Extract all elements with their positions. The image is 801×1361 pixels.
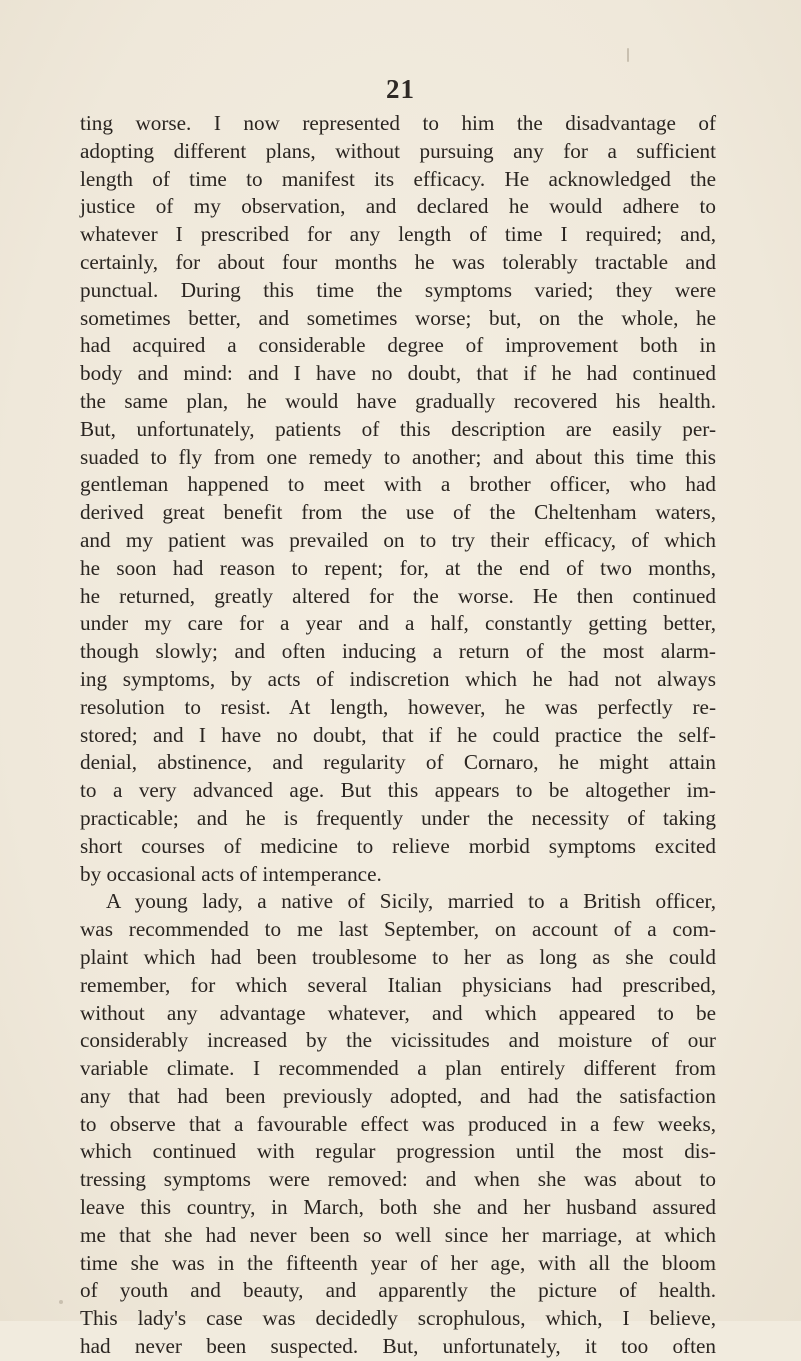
text-line-18: he returned, greatly altered for the worse. He then continued	[80, 583, 716, 608]
text-line-25: to a very advanced age. But this appears to be altogether im-	[80, 778, 716, 803]
text-line-5: whatever I prescribed for any length of time I required; and,	[80, 222, 716, 247]
text-line-20: though slowly; and often inducing a return of the most alarm-	[80, 639, 716, 664]
text-line-41: me that she had never been so well since her marriage, at which	[80, 1222, 716, 1247]
text-line-30: was recommended to me last September, on account of a com-	[80, 917, 716, 942]
text-line-11: the same plan, he would have gradually recovered his health.	[80, 388, 716, 413]
text-line-4: justice of my observation, and declared he would adhere to	[80, 194, 716, 219]
text-line-42: time she was in the fifteenth year of her age, with all the bloom	[80, 1250, 716, 1275]
paper-speck	[59, 1300, 63, 1304]
text-line-6: certainly, for about four months he was tolerably tractable and	[80, 249, 716, 274]
text-line-8: sometimes better, and sometimes worse; but, on the whole, he	[80, 305, 716, 330]
text-line-3: length of time to manifest its efficacy. He acknowledged the	[80, 166, 716, 191]
text-line-43: of youth and beauty, and apparently the picture of health.	[80, 1278, 716, 1303]
text-line-13: suaded to fly from one remedy to another; and about this time this	[80, 444, 716, 469]
page-number: 21	[386, 74, 415, 104]
text-line-17: he soon had reason to repent; for, at the end of two months,	[80, 555, 716, 580]
text-line-34: considerably increased by the vicissitudes and moisture of our	[80, 1028, 716, 1053]
paper-speck	[627, 48, 629, 62]
text-line-24: denial, abstinence, and regularity of Cornaro, he might attain	[80, 750, 716, 775]
text-line-27: short courses of medicine to relieve morbid symptoms excited	[80, 833, 716, 858]
text-line-23: stored; and I have no doubt, that if he could practice the self-	[80, 722, 716, 747]
text-line-29: A young lady, a native of Sicily, married to a British officer,	[106, 889, 716, 914]
text-line-38: which continued with regular progression until the most dis-	[80, 1139, 716, 1164]
text-line-14: gentleman happened to meet with a brother officer, who had	[80, 472, 716, 497]
text-line-1: ting worse. I now represented to him the disadvantage of	[80, 111, 716, 135]
text-line-21: ing symptoms, by acts of indiscretion which he had not always	[80, 666, 716, 691]
text-line-10: body and mind: and I have no doubt, that if he had continued	[80, 361, 716, 386]
text-line-39: tressing symptoms were removed: and when she was about to	[80, 1167, 716, 1192]
text-line-28: by occasional acts of intemperance.	[80, 861, 382, 886]
text-line-2: adopting different plans, without pursuing any for a sufficient	[80, 138, 716, 163]
text-line-33: without any advantage whatever, and which appeared to be	[80, 1000, 716, 1025]
text-line-26: practicable; and he is frequently under the necessity of taking	[80, 805, 716, 830]
text-line-45: had never been suspected. But, unfortunately, it too often	[80, 1334, 716, 1359]
text-line-22: resolution to resist. At length, however, he was perfectly re-	[80, 694, 716, 719]
text-line-16: and my patient was prevailed on to try their efficacy, of which	[80, 527, 716, 552]
text-line-19: under my care for a year and a half, constantly getting better,	[80, 611, 716, 636]
text-line-9: had acquired a considerable degree of improvement both in	[80, 333, 716, 358]
text-line-31: plaint which had been troublesome to her as long as she could	[80, 944, 716, 969]
text-line-15: derived great benefit from the use of the Cheltenham waters,	[80, 500, 716, 525]
text-line-7: punctual. During this time the symptoms varied; they were	[80, 277, 716, 302]
text-line-44: This lady's case was decidedly scrophulous, which, I believe,	[80, 1306, 716, 1331]
body-text	[80, 110, 716, 1361]
text-line-36: any that had been previously adopted, and had the satisfaction	[80, 1083, 716, 1108]
text-line-32: remember, for which several Italian physicians had prescribed,	[80, 972, 716, 997]
text-line-12: But, unfortunately, patients of this description are easily per-	[80, 416, 716, 441]
text-line-37: to observe that a favourable effect was produced in a few weeks,	[80, 1111, 716, 1136]
text-line-40: leave this country, in March, both she and her husband assured	[80, 1195, 716, 1220]
text-line-35: variable climate. I recommended a plan entirely different from	[80, 1056, 716, 1081]
